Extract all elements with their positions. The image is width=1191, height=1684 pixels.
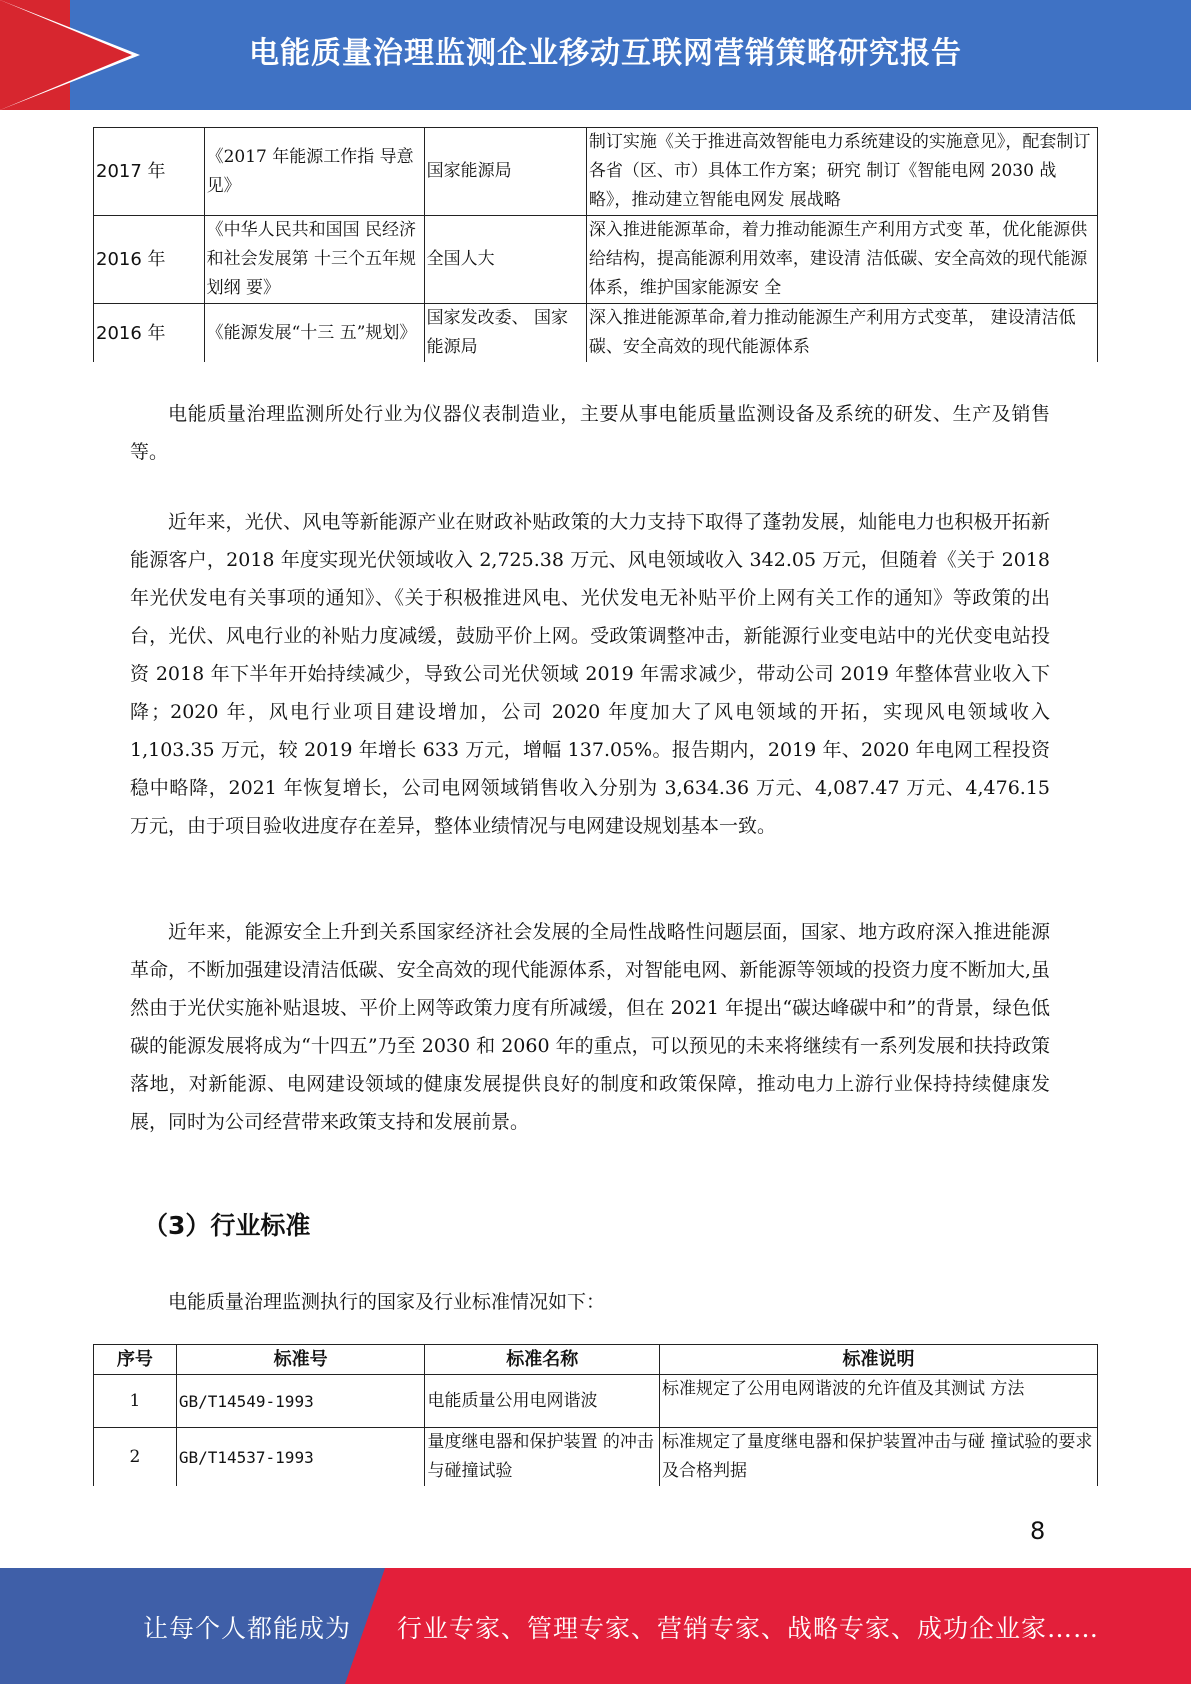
policy-document: 《2017 年能源工作指 导意见》 <box>204 128 424 216</box>
table-row <box>94 304 1098 363</box>
policy-year: 2017 年 <box>94 128 205 216</box>
standard-code: GB/T14537-1993 <box>176 1428 425 1487</box>
table-row <box>94 128 1098 216</box>
policy-year: 2016 年 <box>94 216 205 304</box>
footer-slogan-right: 行业专家、管理专家、营销专家、战略专家、成功企业家…… <box>397 1614 1100 1643</box>
policy-issuer: 国家能源局 <box>424 128 586 216</box>
policy-description: 深入推进能源革命,着力推动能源生产利用方式变革， 建设清洁低碳、安全高效的现代能源体系 <box>586 304 1097 363</box>
standards-table <box>93 1344 1098 1486</box>
policy-issuer: 国家发改委、 国家能源局 <box>424 304 586 363</box>
policy-description: 深入推进能源革命，着力推动能源生产利用方式变 革，优化能源供给结构，提高能源利用效率，建设清 洁低碳、安全高效的现代能源体系，维护国家能源安 全 <box>586 216 1097 304</box>
table-row <box>94 1428 1098 1487</box>
footer-slogan-left: 让每个人都能成为 <box>143 1614 352 1643</box>
policy-table <box>93 127 1098 362</box>
table-header-row <box>94 1345 1098 1375</box>
standard-no: 1 <box>94 1375 177 1428</box>
column-header-no: 序号 <box>94 1345 177 1375</box>
table-row <box>94 216 1098 304</box>
paragraph-energy-security: 近年来，能源安全上升到关系国家经济社会发展的全局性战略性问题层面，国家、地方政府深入推进能源革命，不断加强建设清洁低碳、安全高效的现代能源体系，对智能电网、新能源等领域的投资力度不断加大,虽然由于光伏实施补贴退坡、平价上网等政策力度有所减缓，但在 2021 年提出“碳达峰碳中和”的背景，绿色低碳的能源发展将成为“十四五”乃至 2030 和 2060 年的重点，可以预见的未来将继续有一系列发展和扶持政策落地，对新能源、电网建设领域的健康发展提供良好的制度和政策保障，推动电力上游行业保持持续健康发展，同时为公司经营带来政策支持和发展前景。 <box>130 921 1050 1133</box>
policy-document: 《能源发展“十三 五”规划》 <box>204 304 424 363</box>
policy-document: 《中华人民共和国国 民经济和社会发展第 十三个五年规划纲 要》 <box>204 216 424 304</box>
paragraph-industry: 电能质量治理监测所处行业为仪器仪表制造业，主要从事电能质量监测设备及系统的研发、生产及销售等。 <box>130 403 1050 463</box>
column-header-description: 标准说明 <box>659 1345 1097 1375</box>
page-header <box>0 0 1191 110</box>
page-footer <box>0 1568 1191 1684</box>
standard-description: 标准规定了量度继电器和保护装置冲击与碰 撞试验的要求及合格判据 <box>659 1428 1097 1487</box>
page-number: 8 <box>1030 1517 1046 1545</box>
paragraph-standards-intro: 电能质量治理监测执行的国家及行业标准情况如下： <box>168 1291 606 1313</box>
section-heading: （3）行业标准 <box>143 1211 311 1240</box>
column-header-code: 标准号 <box>176 1345 425 1375</box>
paragraph-new-energy: 近年来，光伏、风电等新能源产业在财政补贴政策的大力支持下取得了蓬勃发展，灿能电力也积极开拓新能源客户，2018 年度实现光伏领域收入 2,725.38 万元、风电领域收入 342.05 万元，但随着《关于 2018 年光伏发电有关事项的通知》、《关于积极推进风电、光伏发电无补贴平价上网有关工作的通知》等政策的出台，光伏、风电行业的补贴力度减缓，鼓励平价上网。受政策调整冲击，新能源行业变电站中的光伏变电站投资 2018 年下半年开始持续减少，导致公司光伏领域 2019 年需求减少，带动公司 2019 年整体营业收入下降；2020 年，风电行业项目建设增加，公司 2020 年度加大了风电领域的开拓，实现风电领域收入 1,103.35 万元，较 2019 年增长 633 万元，增幅 137.05%。报告期内，2019 年、2020 年电网工程投资稳中略降，2021 年恢复增长，公司电网领域销售收入分别为 3,634.36 万元、4,087.47 万元、4,476.15 万元，由于项目验收进度存在差异，整体业绩情况与电网建设规划基本一致。 <box>130 511 1050 837</box>
policy-description: 制订实施《关于推进高效智能电力系统建设的实施意见》，配套制订各省（区、市）具体工作方案；研究 制订《智能电网 2030 战略》，推动建立智能电网发 展战略 <box>586 128 1097 216</box>
standard-no: 2 <box>94 1428 177 1487</box>
standard-description: 标准规定了公用电网谐波的允许值及其测试 方法 <box>659 1375 1097 1428</box>
column-header-name: 标准名称 <box>425 1345 659 1375</box>
report-title: 电能质量治理监测企业移动互联网营销策略研究报告 <box>249 36 962 71</box>
standard-name: 电能质量公用电网谐波 <box>425 1375 659 1428</box>
table-row <box>94 1375 1098 1428</box>
policy-issuer: 全国人大 <box>424 216 586 304</box>
header-arrow <box>0 0 132 110</box>
standard-name: 量度继电器和保护装置 的冲击与碰撞试验 <box>425 1428 659 1487</box>
standard-code: GB/T14549-1993 <box>176 1375 425 1428</box>
policy-year: 2016 年 <box>94 304 205 363</box>
